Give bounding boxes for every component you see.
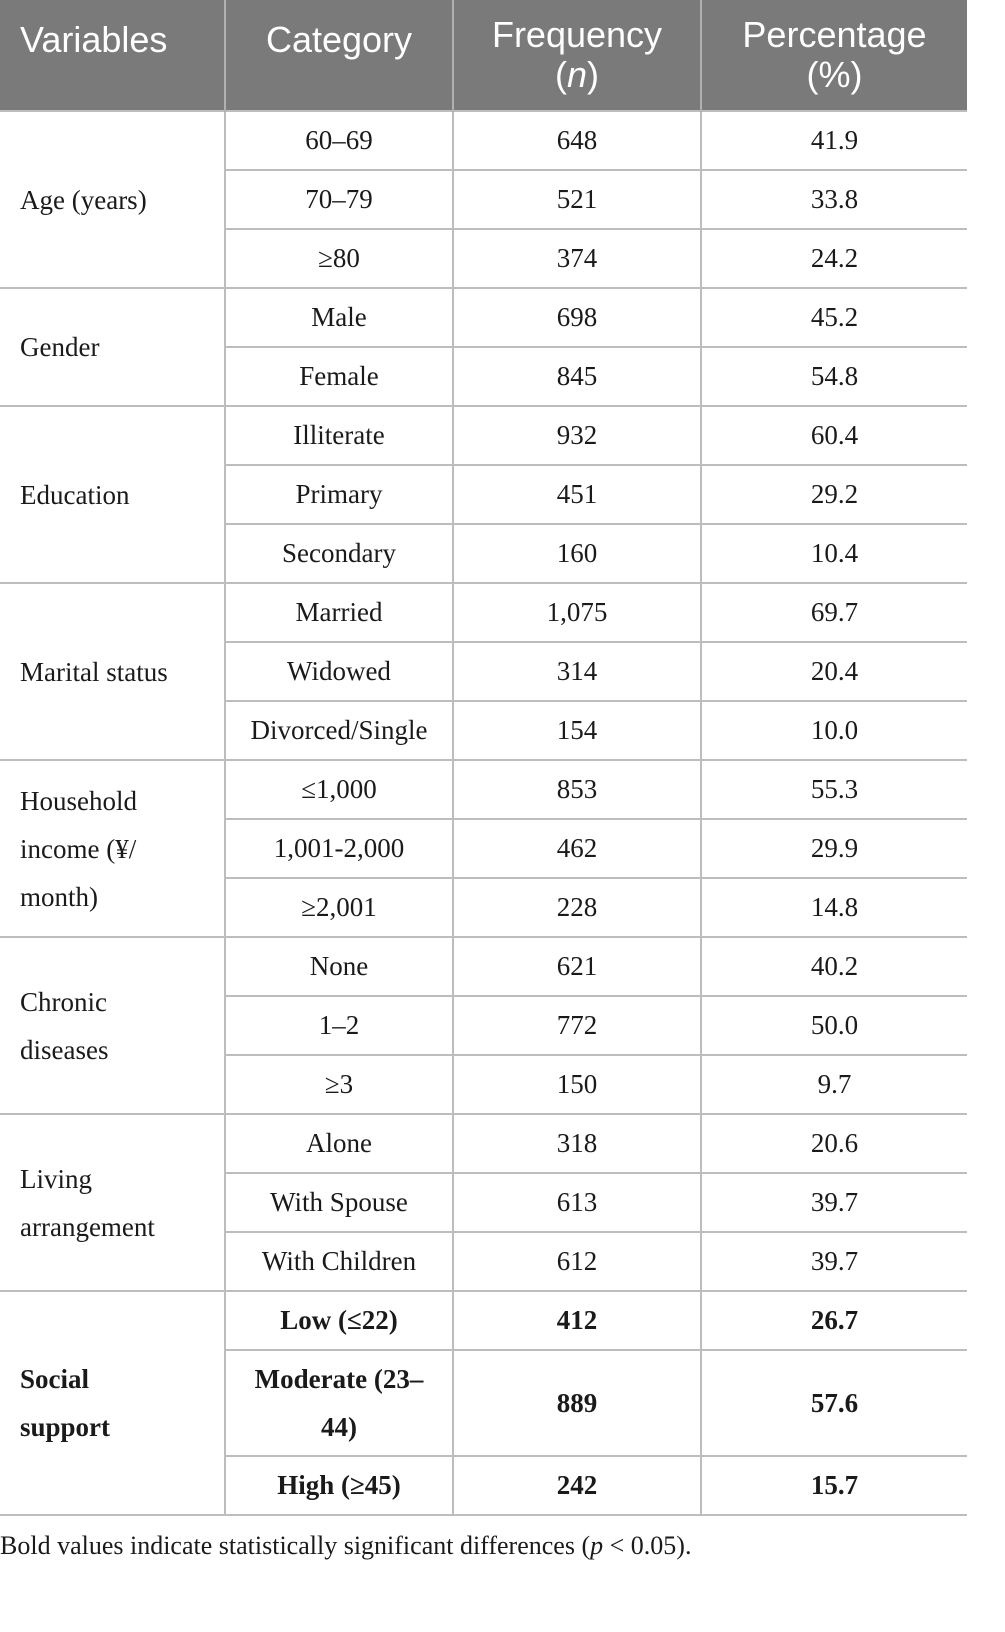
category-cell: 70–79: [225, 170, 453, 229]
percentage-cell: 20.6: [701, 1114, 967, 1173]
percentage-cell: 14.8: [701, 878, 967, 937]
frequency-cell: 613: [453, 1173, 701, 1232]
category-cell: Male: [225, 288, 453, 347]
frequency-cell: 412: [453, 1291, 701, 1350]
table-row: [0, 1114, 967, 1173]
category-cell: Female: [225, 347, 453, 406]
percentage-cell: 41.9: [701, 111, 967, 170]
percentage-cell: 54.8: [701, 347, 967, 406]
category-cell: ≥3: [225, 1055, 453, 1114]
frequency-cell: 648: [453, 111, 701, 170]
category-cell: Alone: [225, 1114, 453, 1173]
percentage-cell: 39.7: [701, 1173, 967, 1232]
frequency-cell: 853: [453, 760, 701, 819]
category-cell: Widowed: [225, 642, 453, 701]
frequency-cell: 889: [453, 1350, 701, 1456]
table-row: [0, 111, 967, 170]
category-cell: Married: [225, 583, 453, 642]
percentage-cell: 29.2: [701, 465, 967, 524]
variable-cell: Household income (¥/ month): [0, 760, 225, 937]
table-header: [0, 0, 967, 111]
percentage-cell: 26.7: [701, 1291, 967, 1350]
category-cell: Moderate (23–44): [225, 1350, 453, 1456]
percentage-cell: 57.6: [701, 1350, 967, 1456]
frequency-cell: 845: [453, 347, 701, 406]
category-cell: Illiterate: [225, 406, 453, 465]
percentage-cell: 50.0: [701, 996, 967, 1055]
category-cell: Low (≤22): [225, 1291, 453, 1350]
table-body: [0, 111, 967, 1515]
percentage-cell: 69.7: [701, 583, 967, 642]
category-cell: High (≥45): [225, 1456, 453, 1515]
category-cell: Divorced/Single: [225, 701, 453, 760]
category-cell: 1,001-2,000: [225, 819, 453, 878]
variable-cell: Marital status: [0, 583, 225, 760]
frequency-cell: 314: [453, 642, 701, 701]
category-cell: 1–2: [225, 996, 453, 1055]
header-percentage: Percentage (%): [701, 0, 967, 111]
table-row: [0, 583, 967, 642]
percentage-cell: 10.4: [701, 524, 967, 583]
percentage-cell: 29.9: [701, 819, 967, 878]
frequency-cell: 772: [453, 996, 701, 1055]
frequency-cell: 374: [453, 229, 701, 288]
variable-cell: Living arrangement: [0, 1114, 225, 1291]
frequency-cell: 698: [453, 288, 701, 347]
frequency-cell: 160: [453, 524, 701, 583]
percentage-cell: 10.0: [701, 701, 967, 760]
table-row: [0, 1291, 967, 1350]
category-cell: Primary: [225, 465, 453, 524]
category-cell: ≤1,000: [225, 760, 453, 819]
percentage-cell: 60.4: [701, 406, 967, 465]
percentage-cell: 40.2: [701, 937, 967, 996]
header-category: Category: [225, 0, 453, 111]
variable-cell: Age (years): [0, 111, 225, 288]
percentage-cell: 39.7: [701, 1232, 967, 1291]
table-row: [0, 760, 967, 819]
frequency-cell: 462: [453, 819, 701, 878]
frequency-cell: 242: [453, 1456, 701, 1515]
frequency-cell: 451: [453, 465, 701, 524]
frequency-cell: 228: [453, 878, 701, 937]
percentage-cell: 24.2: [701, 229, 967, 288]
table-footnote: Bold values indicate statistically significant differences (p < 0.05).: [0, 1531, 692, 1560]
table-row: [0, 937, 967, 996]
percentage-cell: 9.7: [701, 1055, 967, 1114]
frequency-cell: 150: [453, 1055, 701, 1114]
category-cell: ≥2,001: [225, 878, 453, 937]
frequency-cell: 154: [453, 701, 701, 760]
table-row: [0, 288, 967, 347]
category-cell: With Children: [225, 1232, 453, 1291]
header-variables: Variables: [0, 0, 225, 111]
category-cell: 60–69: [225, 111, 453, 170]
frequency-cell: 621: [453, 937, 701, 996]
category-cell: With Spouse: [225, 1173, 453, 1232]
variable-cell: Chronic diseases: [0, 937, 225, 1114]
percentage-cell: 33.8: [701, 170, 967, 229]
percentage-cell: 20.4: [701, 642, 967, 701]
variable-cell: Social support: [0, 1291, 225, 1515]
category-cell: ≥80: [225, 229, 453, 288]
frequency-cell: 612: [453, 1232, 701, 1291]
variable-cell: Gender: [0, 288, 225, 406]
variable-cell: Education: [0, 406, 225, 583]
category-cell: None: [225, 937, 453, 996]
percentage-cell: 45.2: [701, 288, 967, 347]
frequency-cell: 932: [453, 406, 701, 465]
frequency-cell: 1,075: [453, 583, 701, 642]
frequency-cell: 521: [453, 170, 701, 229]
frequency-cell: 318: [453, 1114, 701, 1173]
table-row: [0, 406, 967, 465]
percentage-cell: 15.7: [701, 1456, 967, 1515]
header-frequency: Frequency (n): [453, 0, 701, 111]
percentage-cell: 55.3: [701, 760, 967, 819]
category-cell: Secondary: [225, 524, 453, 583]
